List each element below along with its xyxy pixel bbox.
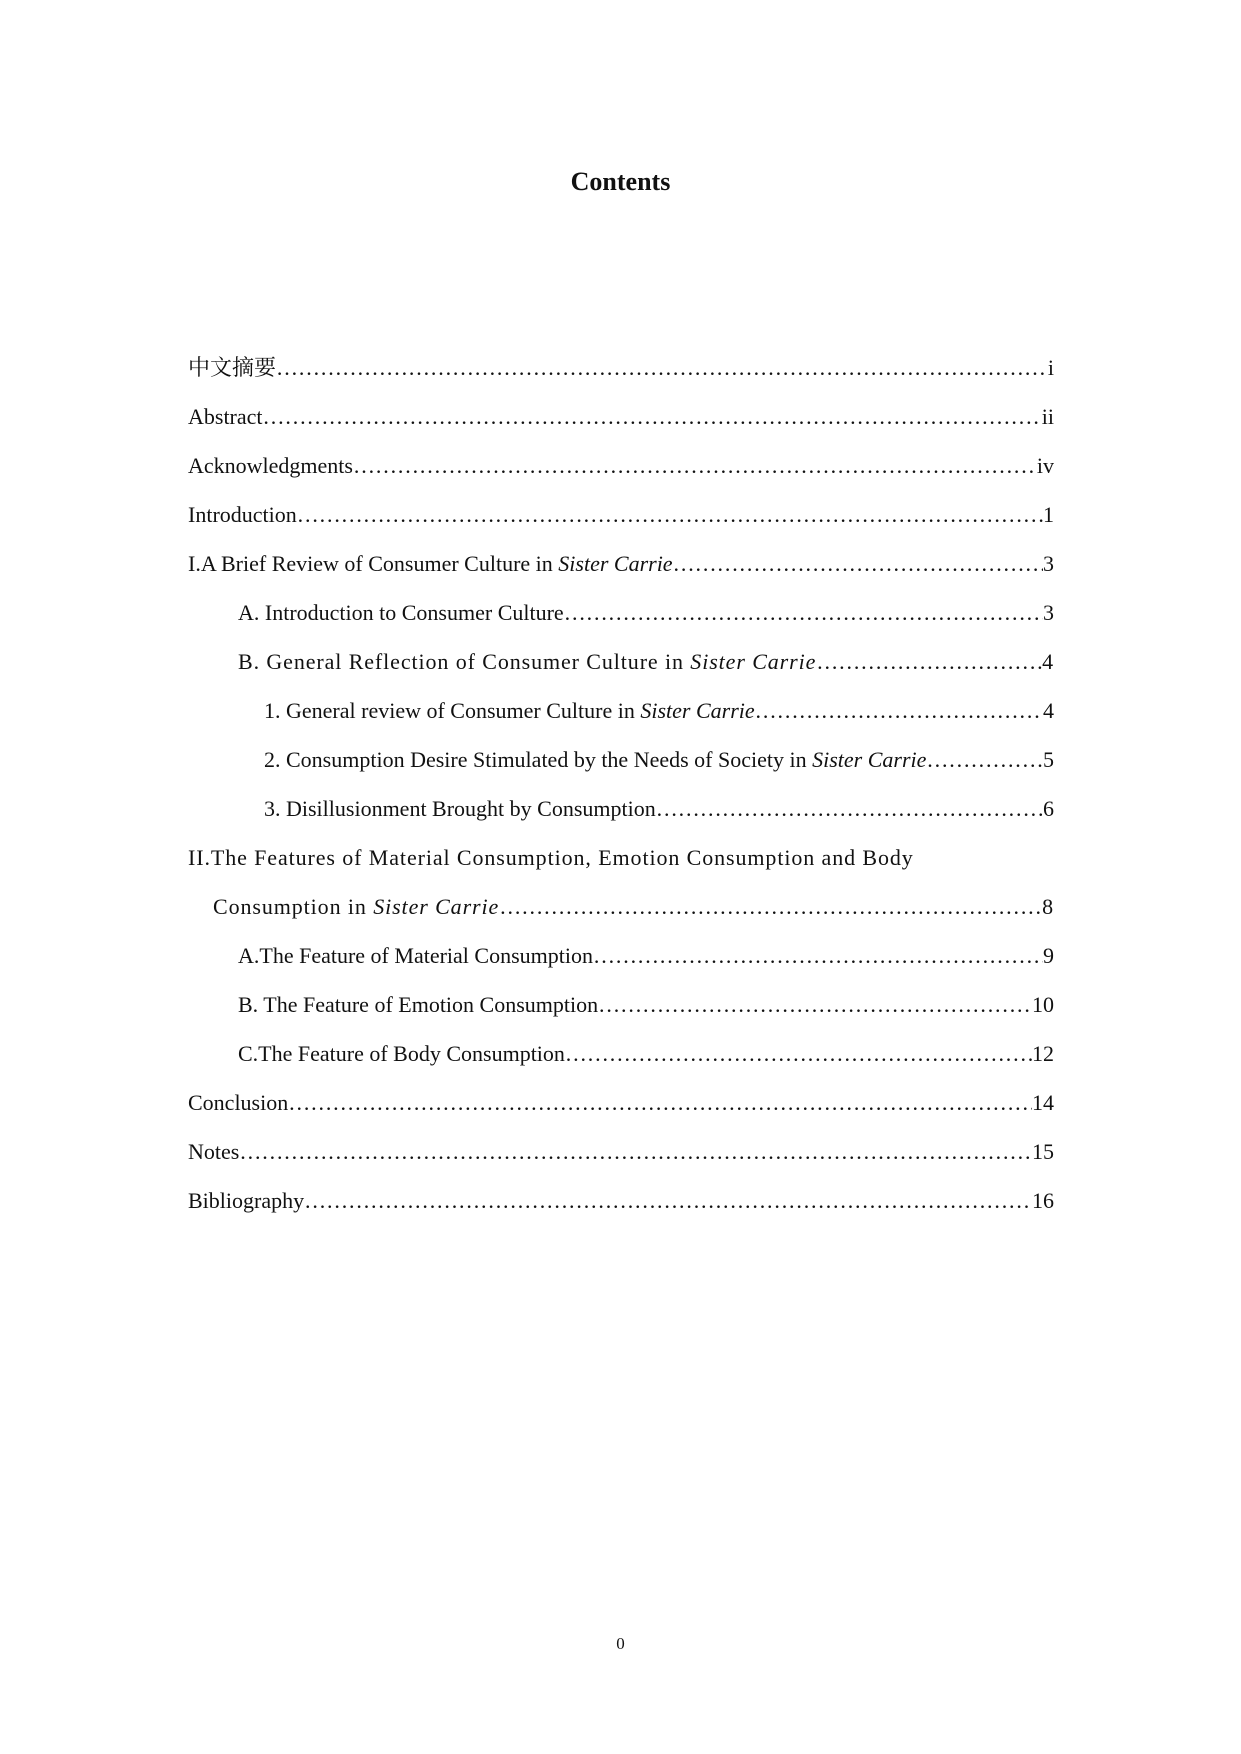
toc-entry-label: 3. Disillusionment Brought by Consumption (264, 796, 656, 821)
toc-entry-page: iv (1036, 453, 1054, 478)
toc-entry-page: 1 (1043, 502, 1054, 527)
toc-leader-dots (598, 990, 1032, 1020)
toc-entry-bibliography[interactable] (188, 1186, 1054, 1235)
toc-entry-label: 中文摘要 (188, 355, 277, 380)
toc-entry-label: Introduction (188, 502, 297, 527)
page-title: Contents (570, 167, 671, 196)
toc-entry-label: 1. General review of Consumer Culture in Sister Carrie (264, 698, 755, 723)
table-of-contents (188, 353, 1054, 1235)
toc-entry-page: i (1047, 355, 1054, 380)
toc-entry-page: 8 (1042, 894, 1054, 919)
toc-entry-label-line1: II.The Features of Material Consumption, Emotion Consumption and Body (188, 845, 914, 870)
toc-entry-label: B. The Feature of Emotion Consumption (238, 992, 599, 1017)
toc-entry-label: Abstract (188, 404, 263, 429)
toc-leader-dots (499, 892, 1042, 922)
toc-leader-dots (755, 696, 1043, 726)
toc-leader-dots (565, 1039, 1032, 1069)
toc-entry-page: 9 (1043, 943, 1054, 968)
toc-entry-notes[interactable] (188, 1137, 1054, 1186)
page-number: 0 (616, 1634, 625, 1653)
toc-leader-dots (263, 402, 1042, 432)
toc-entry-label: B. General Reflection of Consumer Culture in Sister Carrie (238, 649, 817, 674)
toc-entry-page: 10 (1032, 992, 1054, 1017)
toc-entry-page: 4 (1042, 649, 1054, 674)
toc-entry-italic-title: Sister Carrie (812, 747, 927, 772)
toc-entry-conclusion[interactable] (188, 1088, 1054, 1137)
toc-leader-dots (564, 598, 1043, 628)
toc-leader-dots (288, 1088, 1032, 1118)
toc-entry-label: Acknowledgments (188, 453, 353, 478)
toc-entry-italic-title: Sister Carrie (558, 551, 673, 576)
toc-entry-section-2b[interactable] (188, 990, 1054, 1039)
toc-entry-page: 6 (1043, 796, 1054, 821)
toc-entry-italic-title: Sister Carrie (640, 698, 755, 723)
toc-entry-page: 14 (1032, 1090, 1054, 1115)
toc-entry-label: 2. Consumption Desire Stimulated by the Needs of Society in Sister Carrie (264, 747, 927, 772)
toc-entry-label: Notes (188, 1139, 240, 1164)
toc-entry-page: 4 (1043, 698, 1054, 723)
toc-leader-dots (276, 353, 1048, 383)
toc-entry-subsection-1b2[interactable] (188, 745, 1054, 794)
toc-entry-page: 15 (1032, 1139, 1054, 1164)
toc-entry-abstract[interactable] (188, 402, 1054, 451)
toc-entry-page: 16 (1032, 1188, 1054, 1213)
toc-entry-section-2a[interactable] (188, 941, 1054, 990)
toc-entry-acknowledgments[interactable] (188, 451, 1054, 500)
toc-entry-introduction[interactable] (188, 500, 1054, 549)
toc-entry-italic-title: Sister Carrie (690, 649, 817, 674)
toc-entry-page: 3 (1043, 551, 1054, 576)
toc-leader-dots (816, 647, 1042, 677)
toc-entry-subsection-1b1[interactable] (188, 696, 1054, 745)
toc-entry-label: A.The Feature of Material Consumption (238, 943, 593, 968)
toc-entry-italic-title: Sister Carrie (373, 894, 500, 919)
toc-entry-section-1b[interactable] (188, 647, 1054, 696)
toc-entry-page: ii (1041, 404, 1054, 429)
toc-entry-chinese-abstract[interactable] (188, 353, 1054, 402)
toc-leader-dots (926, 745, 1043, 775)
toc-entry-section-1a[interactable] (188, 598, 1054, 647)
toc-entry-section-2c[interactable] (188, 1039, 1054, 1088)
toc-leader-dots (673, 549, 1043, 579)
toc-entry-label: Bibliography (188, 1188, 305, 1213)
toc-leader-dots (304, 1186, 1032, 1216)
toc-leader-dots (593, 941, 1043, 971)
toc-entry-subsection-1b3[interactable] (188, 794, 1054, 843)
toc-entry-page: 12 (1032, 1041, 1054, 1066)
toc-entry-page: 5 (1043, 747, 1054, 772)
toc-entry-label: A. Introduction to Consumer Culture (238, 600, 564, 625)
toc-entry-page: 3 (1043, 600, 1054, 625)
toc-entry-label: I.A Brief Review of Consumer Culture in Sister Carrie (188, 551, 673, 576)
toc-leader-dots (239, 1137, 1032, 1167)
toc-entry-chapter-2[interactable] (188, 843, 1054, 941)
toc-entry-label: Consumption in Sister Carrie (213, 894, 500, 919)
toc-leader-dots (656, 794, 1043, 824)
toc-leader-dots (353, 451, 1037, 481)
toc-entry-label: Conclusion (188, 1090, 289, 1115)
toc-leader-dots (297, 500, 1043, 530)
toc-entry-chapter-1[interactable] (188, 549, 1054, 598)
toc-entry-label: C.The Feature of Body Consumption (238, 1041, 565, 1066)
